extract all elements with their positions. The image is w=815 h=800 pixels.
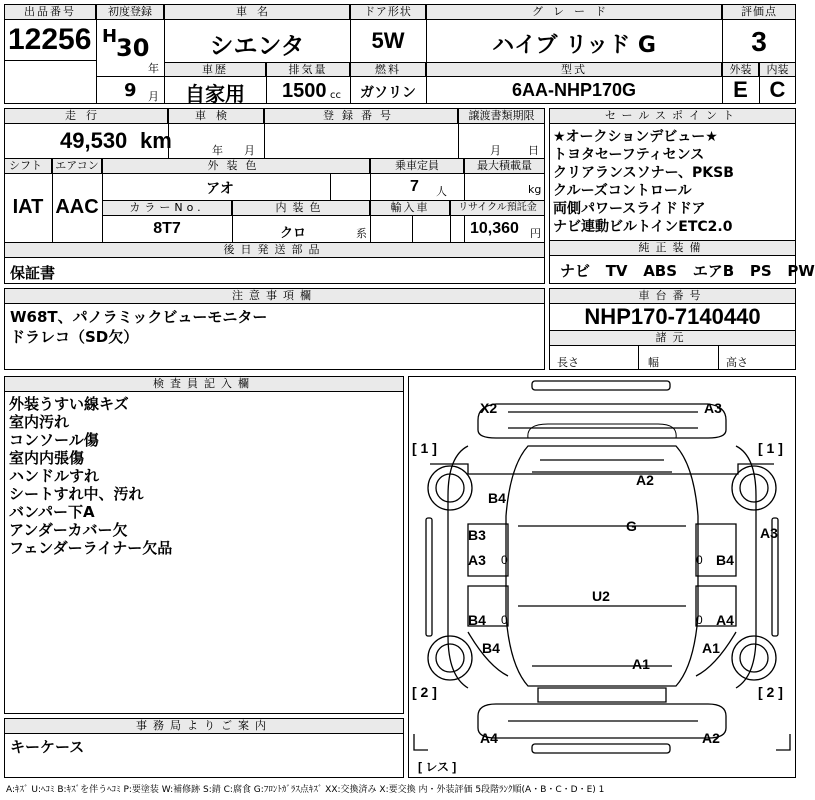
int-color-label: 内装色 (232, 200, 370, 216)
sales-point-item: クルーズコントロール (553, 183, 692, 199)
max-load-label: 最大積載量 (464, 158, 545, 174)
ext-color: アオ (206, 181, 234, 197)
year-unit: 年 (148, 62, 159, 75)
height-label: 高さ (726, 356, 748, 369)
mileage: 49,530 (60, 128, 128, 153)
aircon: AAC (55, 196, 99, 218)
damage-mark: A4 (480, 730, 498, 746)
sales-point-item: クリアランスソナー、PKSB (553, 165, 734, 181)
sales-point-item: ナビ連動ビルトインETC2.0 (553, 219, 733, 235)
damage-mark: B3 (468, 527, 486, 543)
max-load-unit: kg (528, 183, 542, 196)
int-color-unit: 系 (356, 227, 367, 240)
width-label: 幅 (648, 356, 659, 369)
model-label: 型式 (426, 62, 722, 77)
model: 6AA-NHP170G (511, 80, 637, 100)
equipment-item: PS (749, 262, 772, 280)
door-label: ドア形状 (350, 4, 426, 20)
equipment-label: 純正装備 (549, 240, 796, 256)
damage-mark: A4 (716, 612, 734, 628)
grade-label: グレード (426, 4, 722, 20)
wheel-label: [ 1 ] (412, 440, 437, 456)
equipment-item: ナビ (560, 262, 591, 280)
damage-mark: A3 (760, 525, 778, 541)
displacement-label: 排気量 (266, 62, 350, 77)
import-label: 輸入車 (370, 200, 450, 216)
lot-number-label: 出品番号 (4, 4, 96, 20)
damage-mark: X2 (480, 400, 498, 416)
inspector-line: コンソール傷 (9, 431, 99, 449)
damage-mark: A1 (702, 640, 720, 656)
sales-point-item: トヨタセーフティセンス (553, 147, 705, 163)
mileage-unit: km (140, 128, 172, 153)
chassis-label: 車台番号 (549, 288, 796, 304)
later-parts: 保証書 (10, 264, 56, 282)
year: 30 (116, 34, 150, 62)
transfer-label: 譲渡書類期限 (458, 108, 545, 124)
inspection-year-unit: 年 (212, 144, 223, 157)
wheel-label: [ 1 ] (758, 440, 783, 456)
fuel-label: 燃料 (350, 62, 426, 77)
seat-mark: 0 (501, 553, 508, 567)
damage-mark: B4 (716, 552, 734, 568)
displacement: 1500 (282, 80, 327, 102)
aircon-label: エアコン (52, 158, 102, 174)
inspector-line: バンパー下A (9, 503, 95, 521)
color-no-label: カラーNo. (102, 200, 232, 216)
seat-mark: 0 (696, 613, 703, 627)
capacity-label: 乗車定員 (370, 158, 464, 174)
capacity: 7 (410, 178, 419, 195)
office-text: キーケース (10, 738, 85, 756)
car-name-label: 車名 (164, 4, 350, 20)
length-label: 長さ (557, 356, 579, 369)
transfer-month-unit: 月 (490, 144, 501, 157)
damage-mark: A3 (704, 400, 722, 416)
legend: A:ｷｽﾞ U:ﾍｺﾐ B:ｷｽﾞを伴うﾍｺﾐ P:要塗装 W:補修跡 S:錆 C:腐食 G:ﾌﾛﾝﾄｶﾞﾗｽ点ｷｽﾞ XX:交換済み X:要交換 内・外装評価 5段階ﾗﾝｸ順(A・B・C・D・E) 1 (6, 785, 605, 795)
inspection-label: 車検 (168, 108, 264, 124)
history: 自家用 (185, 82, 245, 106)
seat-mark: 0 (501, 613, 508, 627)
score: 3 (751, 26, 767, 57)
recycle-label: リサイクル預託金 (450, 200, 545, 216)
color-no: 8T7 (153, 220, 181, 237)
capacity-unit: 人 (436, 185, 447, 198)
note-line: ドラレコ（SD欠） (10, 328, 139, 346)
inspector-line: アンダーカバー欠 (9, 521, 128, 539)
damage-mark: B4 (488, 490, 506, 506)
equipment-item: TV (605, 262, 628, 280)
equipment-item: PW (787, 262, 815, 280)
damage-mark: B4 (482, 640, 500, 656)
later-parts-label: 後日発送部品 (4, 242, 545, 258)
score-label: 評価点 (722, 4, 796, 20)
recycle: 10,360 (470, 220, 519, 237)
car-diagram (408, 376, 796, 778)
notes-label: 注意事項欄 (4, 288, 545, 304)
damage-mark: A2 (636, 472, 654, 488)
inspector-line: ハンドルすれ (9, 467, 100, 485)
grade: ハイブ リッド G (492, 33, 656, 58)
office-label: 事務局よりご案内 (4, 718, 404, 734)
interior-label: 内装 (759, 62, 796, 77)
ext-color-label: 外装色 (102, 158, 370, 174)
seat-mark: 0 (696, 553, 703, 567)
era: H (102, 26, 118, 47)
equipment-list (560, 260, 815, 281)
equipment-item: ABS (643, 262, 678, 280)
lot-number: 12256 (8, 23, 92, 56)
history-label: 車歴 (164, 62, 266, 77)
inspector-line: 外装うすい線キズ (9, 395, 129, 413)
fuel: ガソリン (360, 85, 416, 101)
sales-points-label: セールスポイント (549, 108, 796, 124)
mileage-label: 走行 (4, 108, 168, 124)
chassis-number: NHP170-7140440 (584, 304, 761, 329)
month-unit: 月 (148, 90, 159, 103)
wheel-label: [ 2 ] (412, 684, 437, 700)
damage-mark: G (626, 518, 637, 534)
shift-label: シフト (4, 158, 52, 174)
inspector-label: 検査員記入欄 (4, 376, 404, 392)
displacement-unit: cc (330, 90, 341, 101)
damage-mark: A3 (468, 552, 486, 568)
inspector-line: 室内内張傷 (9, 449, 85, 467)
exterior-grade: E (733, 77, 748, 102)
sales-point-item: 両側パワースライドドア (553, 201, 706, 217)
inspection-month-unit: 月 (244, 144, 255, 157)
reg-number-label: 登録番号 (264, 108, 458, 124)
equipment-item: エアB (692, 262, 735, 280)
recycle-unit: 円 (530, 227, 541, 240)
inspector-line: フェンダーライナー欠品 (9, 539, 173, 557)
sales-point-item: ★オークションデビュー★ (553, 129, 718, 145)
interior-grade: C (769, 77, 786, 102)
int-color: クロ (280, 226, 307, 241)
inspector-line: 室内汚れ (9, 413, 70, 431)
specs-label: 諸元 (549, 330, 796, 346)
car-name: シエンタ (209, 32, 305, 60)
spare-label: [ レス ] (418, 760, 457, 774)
exterior-label: 外装 (722, 62, 759, 77)
wheel-label: [ 2 ] (758, 684, 783, 700)
month: 9 (124, 80, 137, 101)
note-line: W68T、パノラミックビューモニター (10, 308, 268, 326)
door: 5W (371, 28, 405, 53)
transfer-day-unit: 日 (528, 144, 539, 157)
damage-mark: U2 (592, 588, 610, 604)
damage-mark: B4 (468, 612, 486, 628)
shift: IAT (12, 196, 44, 218)
inspector-line: シートすれ中、汚れ (9, 485, 144, 503)
first-reg-label: 初度登録 (96, 4, 164, 20)
damage-mark: A2 (702, 730, 720, 746)
damage-mark: A1 (632, 656, 650, 672)
